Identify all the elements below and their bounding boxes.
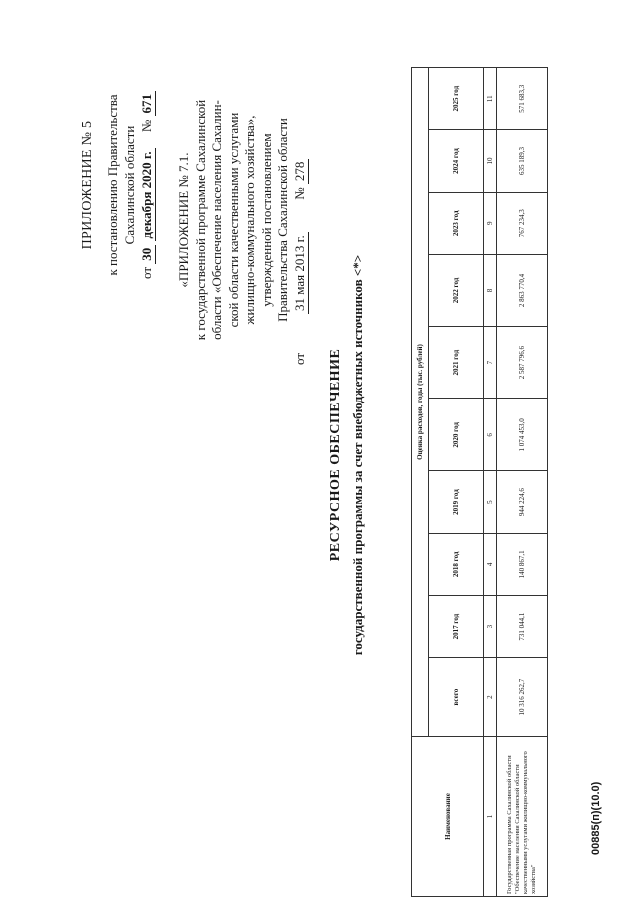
row-value: 140 867,1 <box>497 533 548 595</box>
table-header-row <box>412 68 429 897</box>
header-year: 2025 год <box>429 68 484 130</box>
heading-title: РЕСУРСНОЕ ОБЕСПЕЧЕНИЕ <box>328 348 343 562</box>
annex-block <box>176 35 309 405</box>
annex-from: от <box>291 352 307 365</box>
row-value: 2 587 796,6 <box>497 327 548 399</box>
annex-line-2: области «Обеспечение населения Сахалин- <box>209 100 224 340</box>
row-value: 944 224,6 <box>497 471 548 533</box>
header-group: Оценка расходов, годы (тыс. рублей) <box>412 68 429 737</box>
header-year: 2023 год <box>429 192 484 254</box>
decree-reference <box>104 40 156 330</box>
annex-line-4: жилищно-коммунального хозяйства», <box>242 115 257 325</box>
decree-line-1: к постановлению Правительства <box>105 94 120 276</box>
annex-title: «ПРИЛОЖЕНИЕ № 7.1. <box>176 152 191 288</box>
resource-table <box>411 67 548 897</box>
column-number: 5 <box>484 471 497 533</box>
column-number: 10 <box>484 130 497 192</box>
row-value: 767 234,3 <box>497 192 548 254</box>
column-number: 2 <box>484 658 497 737</box>
heading-subtitle: государственной программы за счет внебюджетных источников <*> <box>350 254 365 656</box>
annex-date-line <box>292 35 310 405</box>
appendix-title: ПРИЛОЖЕНИЕ № 5 <box>80 120 95 250</box>
decree-date-line <box>138 40 156 330</box>
row-value: 731 044,1 <box>497 595 548 657</box>
decree-day: 30 <box>138 245 156 264</box>
column-number: 6 <box>484 399 497 471</box>
header-year: 2017 год <box>429 595 484 657</box>
decree-number: 671 <box>138 91 156 117</box>
row-value: 1 074 453,0 <box>497 399 548 471</box>
header-year: 2024 год <box>429 130 484 192</box>
annex-line-3: ской области качественными услугами <box>225 112 241 328</box>
row-name: Государственная программа Сахалинской области "Обеспечение населения Сахалинской области качественными услугами жилищно-коммунального хозяйства" <box>497 737 548 897</box>
column-number: 3 <box>484 595 497 657</box>
annex-line-5: утвержденной постановлением <box>258 133 274 307</box>
row-total: 10 316 262,7 <box>497 658 548 737</box>
decree-date: декабря 2020 г. <box>138 148 156 241</box>
document-heading <box>328 105 366 805</box>
page-code: 00885(п)(10.0) <box>590 781 602 855</box>
header-year: 2021 год <box>429 327 484 399</box>
table-column-numbers-row <box>484 68 497 897</box>
row-value: 571 683,3 <box>497 68 548 130</box>
annex-number: 278 <box>292 159 310 185</box>
annex-no-sign: № <box>291 187 307 200</box>
column-number: 7 <box>484 327 497 399</box>
table-row <box>497 68 548 897</box>
decree-no-sign: № <box>139 119 154 133</box>
column-number: 9 <box>484 192 497 254</box>
header-year: 2020 год <box>429 399 484 471</box>
column-number: 1 <box>484 737 497 897</box>
row-value: 635 189,3 <box>497 130 548 192</box>
column-number: 8 <box>484 254 497 326</box>
column-number: 4 <box>484 533 497 595</box>
header-name: Наименование <box>412 737 484 897</box>
annex-line-1: к государственной программе Сахалинской <box>192 99 208 341</box>
header-year: 2022 год <box>429 254 484 326</box>
column-number: 11 <box>484 68 497 130</box>
annex-line-6: Правительства Сахалинской области <box>275 118 290 322</box>
decree-from: от <box>139 267 154 280</box>
header-year: 2018 год <box>429 533 484 595</box>
header-total: всего <box>429 658 484 737</box>
row-value: 2 863 770,4 <box>497 254 548 326</box>
annex-date: 31 мая 2013 г. <box>292 232 310 314</box>
decree-line-2: Сахалинской области <box>122 125 137 245</box>
header-year: 2019 год <box>429 471 484 533</box>
